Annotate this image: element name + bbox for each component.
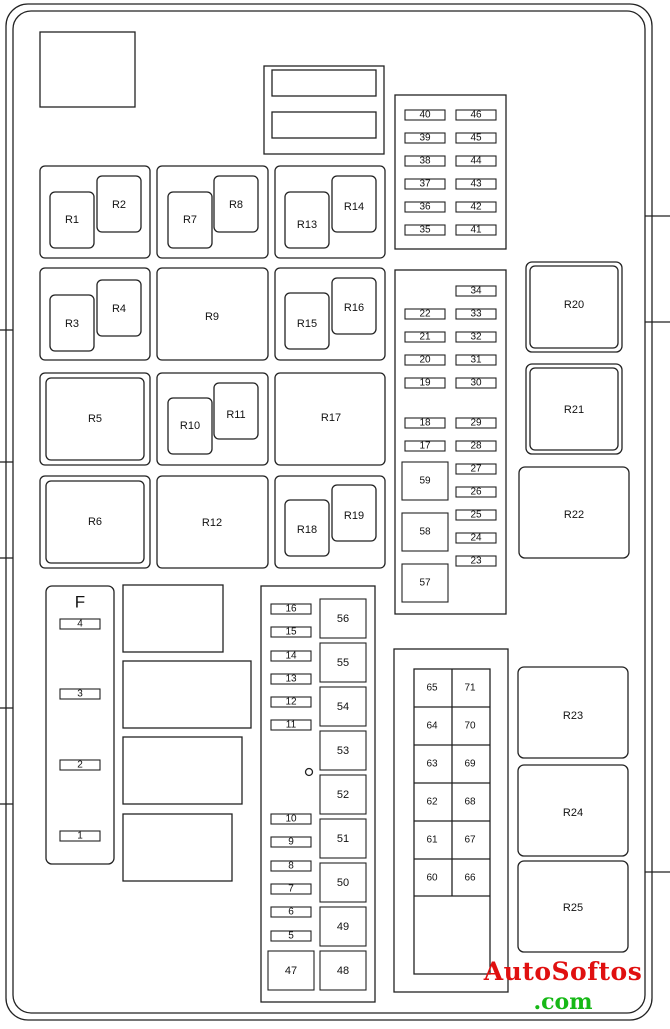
fuse-label: 59 xyxy=(419,475,431,487)
relay-label: R23 xyxy=(562,710,584,722)
fuse-label: 4 xyxy=(77,618,83,630)
fuse-label: 44 xyxy=(470,155,482,167)
fuse-label: 51 xyxy=(336,833,350,845)
relay-label: R6 xyxy=(87,516,103,528)
fuse-label: 58 xyxy=(419,526,431,538)
fuse-label: 10 xyxy=(285,813,297,825)
fuse-label: 64 xyxy=(426,720,438,732)
fuse-label: 9 xyxy=(288,836,294,848)
fuse-label: 45 xyxy=(470,132,482,144)
fuse-label: 47 xyxy=(284,965,298,977)
fuse-label: 35 xyxy=(419,224,431,236)
relay-label: R21 xyxy=(563,404,585,416)
fuse-group-middle xyxy=(402,286,496,603)
fuse-label: 54 xyxy=(336,701,350,713)
fuse-group-left xyxy=(60,619,100,842)
fuse-label: 57 xyxy=(419,577,431,589)
fuse-label: 7 xyxy=(288,883,294,895)
fuse-group-top xyxy=(405,110,496,236)
fuse-label: 26 xyxy=(470,486,482,498)
fuse-label: 60 xyxy=(426,872,438,884)
fuse-label: 15 xyxy=(285,626,297,638)
fuse-label: 49 xyxy=(336,921,350,933)
relay-label: R5 xyxy=(87,413,103,425)
relay-label: R11 xyxy=(226,409,246,421)
fuse-label: 30 xyxy=(470,377,482,389)
relay-label: R22 xyxy=(563,509,585,521)
fuse-label: 71 xyxy=(464,682,476,694)
fuse-label: 37 xyxy=(419,178,431,190)
fuse-label: 11 xyxy=(285,719,297,731)
fuse-label: 33 xyxy=(470,308,482,320)
relay-label: R15 xyxy=(296,318,318,330)
fuse-label: 68 xyxy=(464,796,476,808)
fuse-label: 22 xyxy=(419,308,431,320)
fuse-label: 63 xyxy=(426,758,438,770)
fuse-label: 12 xyxy=(285,696,297,708)
relay-label: R17 xyxy=(320,412,342,424)
blank-module xyxy=(40,32,135,107)
fuse-label: 48 xyxy=(336,965,350,977)
fuse-label: 2 xyxy=(77,759,83,771)
fuse-label: 52 xyxy=(336,789,350,801)
relay-label: R13 xyxy=(296,219,318,231)
fuse-label: 65 xyxy=(426,682,438,694)
fuse-label: 62 xyxy=(426,796,438,808)
fuse-label: 56 xyxy=(336,613,350,625)
fuse-label: 21 xyxy=(419,331,431,343)
fuse-label: 5 xyxy=(288,930,294,942)
maxi-fuse-block xyxy=(264,66,384,154)
fuse-label: 18 xyxy=(419,417,431,429)
fuse-label: 43 xyxy=(470,178,482,190)
fuse-label: 20 xyxy=(419,354,431,366)
fuse-label: 67 xyxy=(464,834,476,846)
relay-label: R4 xyxy=(111,303,127,315)
relay-label: R14 xyxy=(343,201,365,213)
relay-label: R16 xyxy=(343,302,365,314)
relay-label: R12 xyxy=(201,517,223,529)
fuse-label: 69 xyxy=(464,758,476,770)
relay-label: R24 xyxy=(562,807,584,819)
watermark-text: AutoSoftos xyxy=(483,957,643,986)
fuse-label: 16 xyxy=(285,603,297,615)
fuse-label: 29 xyxy=(470,417,482,429)
fuse-label: 32 xyxy=(470,331,482,343)
fuse-label: 41 xyxy=(470,224,482,236)
relay-label: R18 xyxy=(296,524,318,536)
relay-label: R1 xyxy=(64,214,80,226)
fuse-label: 13 xyxy=(285,673,297,685)
fuse-label: 3 xyxy=(77,688,83,700)
fuse-panel-header: F xyxy=(74,592,86,612)
fuse-label: 24 xyxy=(470,532,482,544)
relay-label: R2 xyxy=(111,199,127,211)
fuse-label: 50 xyxy=(336,877,350,889)
fuse-label: 25 xyxy=(470,509,482,521)
fuse-label: 8 xyxy=(288,860,294,872)
fuse-label: 40 xyxy=(419,109,431,121)
fuse-label: 14 xyxy=(285,650,297,662)
fuse-label: 19 xyxy=(419,377,431,389)
fuse-label: 38 xyxy=(419,155,431,167)
relay-label: R20 xyxy=(563,299,585,311)
fuse-label: 66 xyxy=(464,872,476,884)
fuse-label: 34 xyxy=(470,285,482,297)
relay-label: R8 xyxy=(228,199,244,211)
fuse-label: 1 xyxy=(77,830,83,842)
fuse-label: 55 xyxy=(336,657,350,669)
watermark-domain: .com xyxy=(533,989,593,1015)
fuse-label: 36 xyxy=(419,201,431,213)
fuse-panel-middle xyxy=(395,270,506,614)
fuse-label: 23 xyxy=(470,555,482,567)
fuse-panel-top xyxy=(395,95,506,249)
fuse-panel-center xyxy=(261,586,375,1002)
relay-label: R10 xyxy=(179,420,201,432)
fuse-label: 39 xyxy=(419,132,431,144)
relay-label: R7 xyxy=(182,214,198,226)
fuse-label: 42 xyxy=(470,201,482,213)
relay-label: R3 xyxy=(64,318,80,330)
fuse-group-center xyxy=(268,599,366,990)
fuse-label: 53 xyxy=(336,745,350,757)
fuse-label: 70 xyxy=(464,720,476,732)
relay-label: R9 xyxy=(204,311,220,323)
fuse-label: 28 xyxy=(470,440,482,452)
fuse-label: 31 xyxy=(470,354,482,366)
relay-label: R25 xyxy=(562,902,584,914)
fuse-label: 27 xyxy=(470,463,482,475)
fuse-label: 46 xyxy=(470,109,482,121)
fuse-label: 6 xyxy=(288,906,294,918)
fuse-label: 61 xyxy=(426,834,438,846)
relay-label: R19 xyxy=(343,510,365,522)
fuse-label: 17 xyxy=(419,440,431,452)
